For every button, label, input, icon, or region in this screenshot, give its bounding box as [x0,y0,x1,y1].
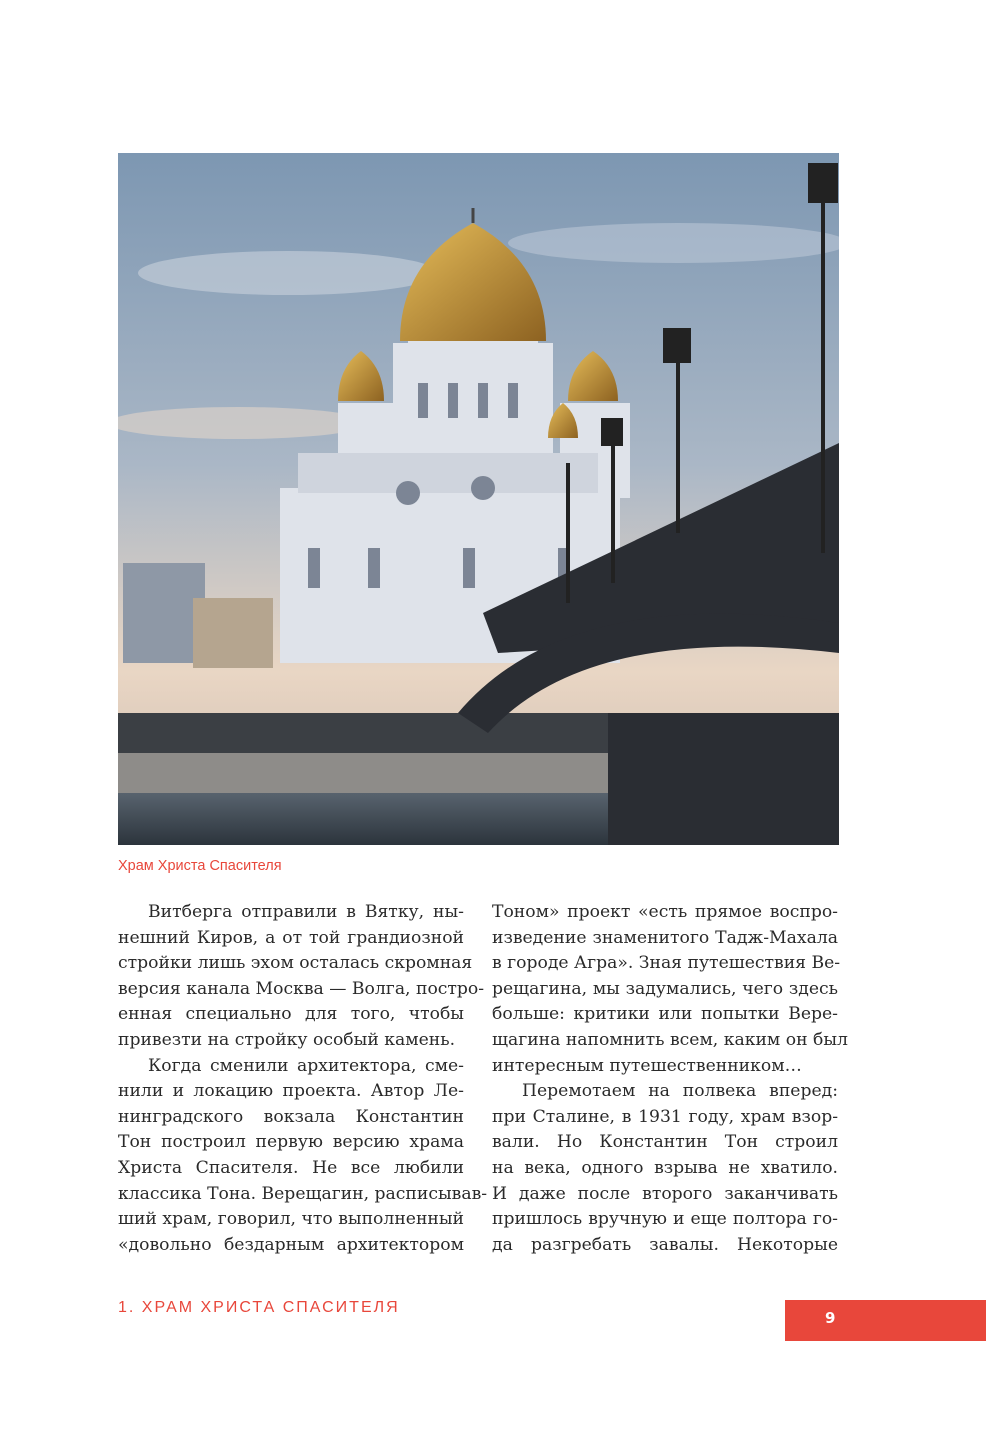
left-text-column [118,900,488,1258]
text-line: изведение знаменитого Тадж-Махала [492,927,838,948]
cathedral-illustration [118,153,839,845]
chapter-title: 1. ХРАМ ХРИСТА СПАСИТЕЛЯ [118,1299,400,1316]
photo-caption: Храм Христа Спасителя [118,858,282,874]
text-line: нешний Киров, а от той грандиозной [118,927,464,948]
text-line: «довольно бездарным архитектором [118,1234,464,1255]
text-line: щагина напомнить всем, каким он был [492,1029,848,1050]
text-line: на века, одного взрыва не хватило. [492,1157,838,1178]
left-building [123,563,205,663]
right-text-column [492,900,848,1258]
text-line: Христа Спасителя. Не все любили [118,1157,464,1178]
text-line: енная специально для того, чтобы [118,1004,464,1025]
text-line: Когда сменили архитектора, сме- [148,1055,464,1076]
text-line: нинградского вокзала Константин [118,1106,464,1127]
text-line: больше: критики или попытки Вере- [492,1004,838,1025]
text-line: версия канала Москва — Волга, постро- [118,978,485,999]
text-line: Тоном» проект «есть прямое воспро- [492,902,838,922]
text-line: И даже после второго заканчивать [492,1183,838,1204]
text-line: нили и локацию проекта. Автор Ле- [118,1081,464,1102]
text-line: вали. Но Константин Тон строил [492,1132,838,1153]
page-number-tab [785,1300,986,1341]
text-line: пришлось вручную и еще полтора го- [492,1209,838,1230]
text-line: Витберга отправили в Вятку, ны- [148,902,464,922]
text-line: да разгребать завалы. Некоторые [492,1234,838,1255]
text-line: стройки лишь эхом осталась скромная [118,953,473,974]
text-line: при Сталине, в 1931 году, храм взор- [492,1106,838,1127]
page-number: 9 [825,1309,836,1327]
text-line: классика Тона. Верещагин, расписывав- [118,1183,488,1204]
text-line: в городе Агра». Зная путешествия Ве- [492,953,841,974]
text-line: рещагина, мы задумались, чего здесь [492,978,838,999]
text-line: Тон построил первую версию храма [118,1132,464,1153]
text-line: Перемотаем на полвека вперед: [522,1081,838,1102]
text-line: интересным путешественником… [492,1055,802,1076]
cathedral-photo [118,153,839,845]
text-line: ший храм, говорил, что выполненный [118,1209,464,1230]
text-line: привезти на стройку особый камень. [118,1029,456,1050]
